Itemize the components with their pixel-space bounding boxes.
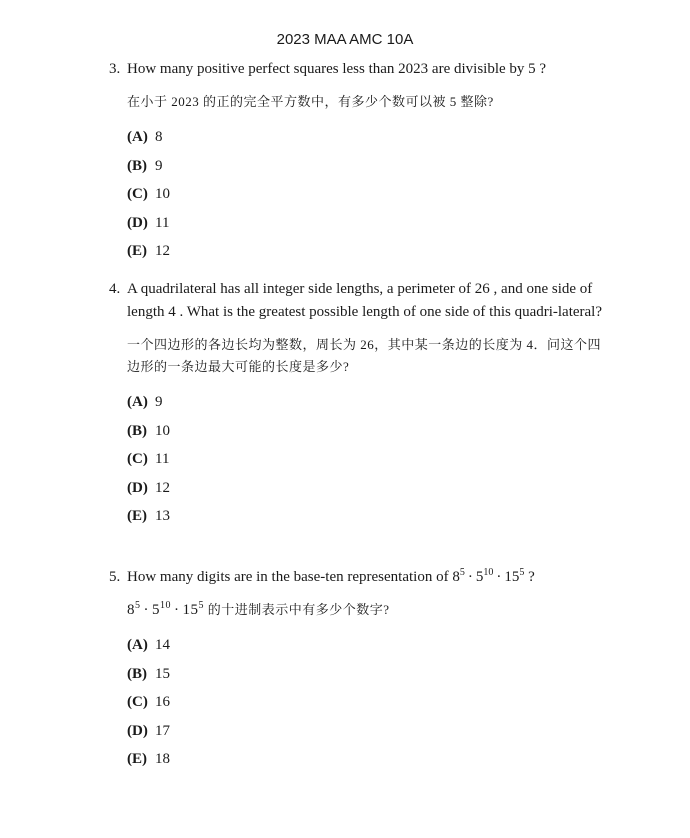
problem-number: 3. bbox=[109, 61, 121, 77]
question-zh: 一个四边形的各边长均为整数，周长为 26，其中某一条边的长度为 4．问这个四边形的一条边最大可能的长度是多少? bbox=[127, 337, 602, 374]
choice-letter: (A) bbox=[127, 129, 148, 145]
question-zh bbox=[109, 599, 609, 621]
choice-value: 13 bbox=[155, 508, 170, 524]
choice-e[interactable] bbox=[127, 506, 609, 535]
choice-value: 10 bbox=[155, 186, 170, 202]
choice-b[interactable] bbox=[127, 421, 609, 450]
question-text: How many digits are in the base-ten representation of bbox=[127, 569, 449, 585]
answer-choices bbox=[109, 127, 609, 270]
choice-value: 18 bbox=[155, 751, 170, 767]
math-expression: $8^5 \cdot 5^{10} \cdot 15^5$ bbox=[452, 567, 525, 585]
choice-value: 12 bbox=[155, 243, 170, 259]
choice-value: 12 bbox=[155, 479, 170, 496]
question-end: ? bbox=[528, 569, 535, 585]
question-zh: 在小于 2023 的正的完全平方数中，有多少个数可以被 5 整除? bbox=[127, 94, 494, 109]
problem-number: 4. bbox=[109, 281, 121, 297]
choice-d[interactable] bbox=[127, 478, 609, 507]
question-zh-text: 的十进制表示中有多少个数字? bbox=[207, 602, 390, 617]
choice-letter: (D) bbox=[127, 479, 148, 496]
question-text: A quadrilateral has all integer side lengths, a perimeter of 26 , and one side of length 4 . What is the greatest possible length of one side of this quadri-lateral? bbox=[127, 281, 603, 320]
choice-value: 16 bbox=[155, 694, 170, 710]
choice-d[interactable] bbox=[127, 721, 609, 750]
choice-e[interactable] bbox=[127, 241, 609, 270]
choice-a[interactable] bbox=[127, 127, 609, 156]
choice-value: 15 bbox=[155, 665, 170, 682]
problem-5 bbox=[109, 566, 609, 778]
choice-letter: (E) bbox=[127, 508, 147, 524]
choice-letter: (B) bbox=[127, 157, 147, 174]
choice-letter: (A) bbox=[127, 637, 148, 653]
page-header: 2023 MAA AMC 10A bbox=[276, 31, 414, 48]
problem-4 bbox=[109, 278, 609, 535]
choice-letter: (C) bbox=[127, 451, 148, 467]
answer-choices bbox=[109, 635, 609, 778]
choice-value: 11 bbox=[155, 214, 170, 231]
choice-letter: (E) bbox=[127, 751, 147, 767]
choice-a[interactable] bbox=[127, 635, 609, 664]
choice-e[interactable] bbox=[127, 749, 609, 778]
problem-number: 5. bbox=[109, 569, 121, 585]
choice-value: 8 bbox=[155, 129, 163, 145]
problem-3 bbox=[109, 58, 609, 270]
answer-choices bbox=[109, 392, 609, 535]
choice-letter: (E) bbox=[127, 243, 147, 259]
choice-value: 17 bbox=[155, 722, 170, 739]
question-en bbox=[109, 58, 609, 81]
choice-c[interactable] bbox=[127, 449, 609, 478]
choice-d[interactable] bbox=[127, 213, 609, 242]
choice-b[interactable] bbox=[127, 156, 609, 185]
question-en bbox=[109, 566, 609, 589]
choice-letter: (C) bbox=[127, 694, 148, 710]
choice-letter: (B) bbox=[127, 422, 147, 439]
choice-value: 10 bbox=[155, 422, 170, 439]
math-expression: $8^5 \cdot 5^{10} \cdot 15^5$ bbox=[127, 600, 204, 618]
choice-letter: (D) bbox=[127, 722, 148, 739]
question-text: How many positive perfect squares less than 2023 are divisible by 5 ? bbox=[127, 61, 547, 77]
choice-letter: (A) bbox=[127, 394, 148, 410]
choice-value: 9 bbox=[155, 157, 163, 174]
choice-letter: (D) bbox=[127, 214, 148, 231]
choice-value: 11 bbox=[155, 451, 170, 467]
choice-a[interactable] bbox=[127, 392, 609, 421]
choice-value: 9 bbox=[155, 394, 163, 410]
choice-b[interactable] bbox=[127, 664, 609, 693]
choice-c[interactable] bbox=[127, 184, 609, 213]
choice-letter: (B) bbox=[127, 665, 147, 682]
choice-value: 14 bbox=[155, 637, 170, 653]
choice-c[interactable] bbox=[127, 692, 609, 721]
question-en bbox=[109, 278, 609, 324]
choice-letter: (C) bbox=[127, 186, 148, 202]
